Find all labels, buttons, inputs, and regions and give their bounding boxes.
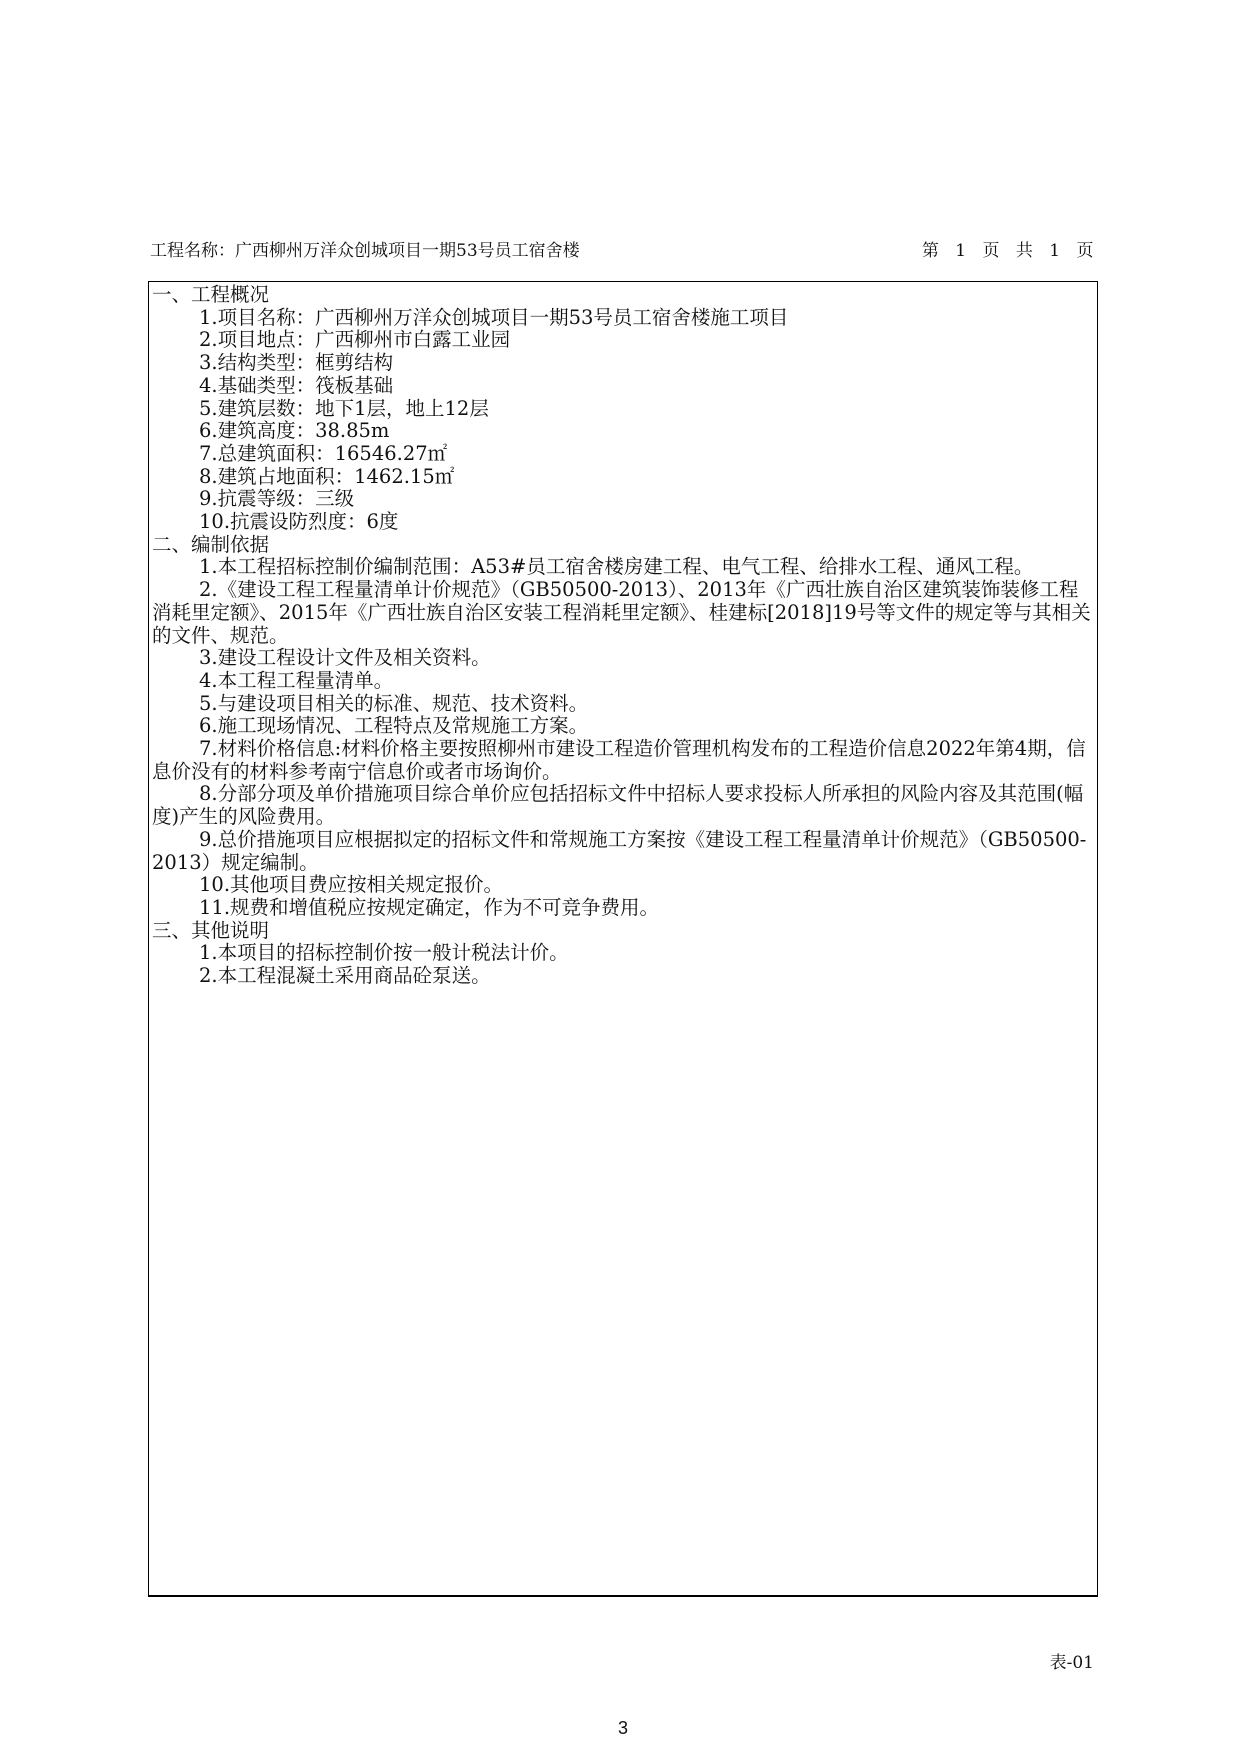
overview-item: 5.建筑层数：地下1层，地上12层 [199,396,489,420]
page-count [922,236,1094,261]
basis-item: 4.本工程工程量清单。 [199,668,394,692]
overview-item: 3.结构类型：框剪结构 [199,351,394,375]
other-item: 2.本工程混凝土采用商品砼泵送。 [199,964,491,988]
page-total: 1 [1049,241,1061,261]
frame-bottom-rule [148,1595,1098,1597]
page-label-ye: 页 [982,241,1000,261]
basis-item: 7.材料价格信息:材料价格主要按照柳州市建设工程造价管理机构发布的工程造价信息2022年第4期，信息价没有的材料参考南宁信息价或者市场询价。 [152,737,1086,783]
basis-item: 2.《建设工程工程量清单计价规范》（GB50500-2013）、2013年《广西壮族自治区建筑装饰装修工程消耗里定额》、2015年《广西壮族自治区安装工程消耗里定额》、桂建标[2018]19号等文件的规定等与其相关的文件、规范。 [152,578,1091,647]
basis-item: 3.建设工程设计文件及相关资料。 [199,646,491,670]
overview-item: 4.基础类型：筏板基础 [199,373,394,397]
overview-item: 7.总建筑面积：16546.27㎡ [199,441,448,465]
basis-item: 1.本工程招标控制价编制范围：A53#员工宿舍楼房建工程、电气工程、给排水工程、通风工程。 [199,555,1034,579]
basis-item: 10.其他项目费应按相关规定报价。 [199,873,504,897]
basis-item: 9.总价措施项目应根据拟定的招标文件和常规施工方案按《建设工程工程量清单计价规范》（GB50500-2013）规定编制。 [152,827,1087,874]
page-current: 1 [955,241,967,261]
form-code: 表-01 [1049,1653,1094,1673]
page-label-ye-2: 页 [1076,241,1094,261]
overview-item: 8.建筑占地面积：1462.15㎡ [199,464,455,488]
overview-item: 1.项目名称：广西柳州万洋众创城项目一期53号员工宿舍楼施工项目 [199,305,789,329]
section-title-other: 三、其他说明 [152,918,270,942]
other-item: 1.本项目的招标控制价按一般计税法计价。 [199,941,569,965]
basis-item: 11.规费和增值税应按规定确定，作为不可竞争费用。 [199,895,660,919]
page-label-gong: 共 [1015,241,1034,261]
project-name: 工程名称：广西柳州万洋众创城项目一期53号员工宿舍楼 [150,241,580,261]
overview-item: 2.项目地点：广西柳州市白露工业园 [199,328,511,352]
document-header [150,236,1094,264]
page-label-di: 第 [921,241,940,261]
overview-item: 10.抗震设防烈度：6度 [199,510,399,534]
page-number: 3 [617,1718,628,1738]
overview-item: 9.抗震等级：三级 [199,487,355,511]
overview-item: 6.建筑高度：38.85m [199,419,390,443]
section-title-overview: 一、工程概况 [152,283,270,306]
basis-item: 8.分部分项及单价措施项目综合单价应包括招标文件中招标人要求投标人所承担的风险内容及其范围(幅度)产生的风险费用。 [152,782,1084,829]
basis-item: 5.与建设项目相关的标准、规范、技术资料。 [199,691,589,715]
description-body [152,284,1092,988]
basis-item: 6.施工现场情况、工程特点及常规施工方案。 [199,714,589,738]
section-title-basis: 二、编制依据 [152,532,270,556]
